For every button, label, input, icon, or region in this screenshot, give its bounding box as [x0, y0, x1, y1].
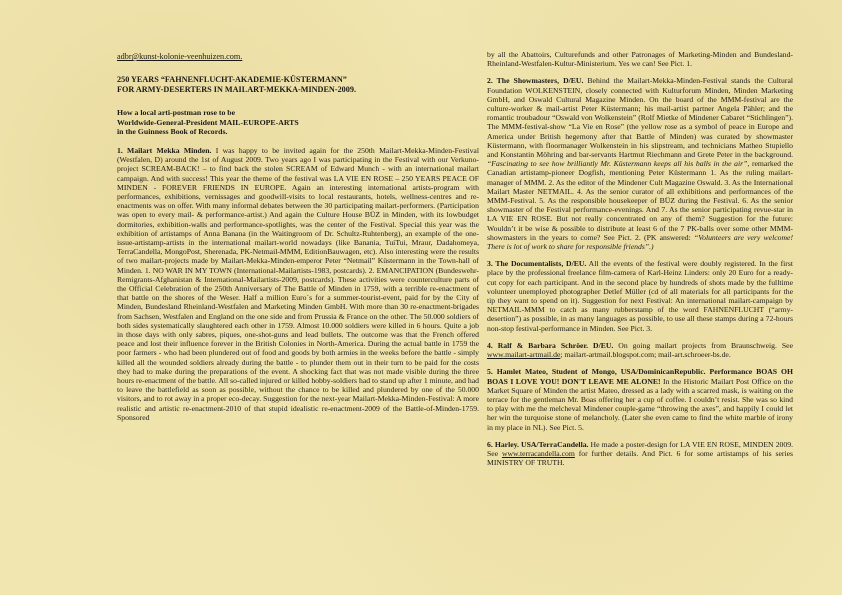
section-3-paragraph [487, 259, 793, 333]
section-5-title: 5. Hamlet Mateo, Student of Mongo, USA/DominicanRepublic. Performance BOAS OH BOAS I LOVE YOU! DON'T LEAVE ME ALONE! [487, 367, 793, 386]
section-1-continuation-text: by all the Abattoirs, Culturefunds and other Patronages of Marketing-Minden and Bundesland-Rheinland-Westfalen-Kultur-Ministerium. Yes we can! See Pict. 1. [487, 50, 793, 69]
section-4-text: On going mailart projects from Braunschweig. See [613, 340, 793, 350]
article-title [117, 75, 479, 94]
section-2-paragraph [487, 76, 793, 251]
section-6-text: He made a poster-design for LA VIE EN ROSE, MINDEN 2009. See [487, 439, 793, 458]
title-line-2: FOR ARMY-DESERTERS IN MAILART-MEKKA-MINDEN-2009. [117, 84, 356, 94]
section-2-quote: “Fascinating to see how brilliantly Mr. Küstermann keeps all his balls in the air”, [487, 159, 750, 169]
right-column [487, 50, 793, 475]
article-subtitle [117, 108, 479, 136]
section-4-title: 4. Ralf & Barbara Schröer. D/EU. [487, 340, 614, 350]
email-link[interactable]: adbr@kunst-kolonie-veenhuizen.com. [117, 52, 243, 61]
section-1-title: 1. Mailart Mekka Minden. [117, 146, 212, 155]
section-1-continuation [487, 50, 793, 68]
subtitle-line-1: How a local arti-postman rose to be [117, 108, 236, 118]
section-2-quote-2: “Volunteers are very welcome! There is lot of work to share for responsible friends”.) [487, 232, 794, 252]
title-line-1: 250 YEARS “FAHNENFLUCHT-AKADEMIE-KÜSTERMANN” [117, 75, 347, 85]
section-6-text-2: for further details. And Pict. 6 for some artistamps of his series MINISTRY OF TRUTH. [487, 448, 794, 468]
mailart-artmail-link[interactable]: www.mailart-artmail.de [487, 350, 561, 360]
section-2-title: 2. The Showmasters, D/EU. [487, 76, 584, 86]
section-1-paragraph [117, 146, 479, 422]
left-column [117, 52, 479, 429]
section-5-paragraph [487, 367, 793, 431]
section-6-paragraph [487, 440, 793, 468]
section-2-text: Behind the Mailart-Mekka-Minden-Festival stands the Cultural Foundation WOLKENSTEIN, closely connected with Kulturforum Minden, Minden Marketing GmbH, and Oswald Cultural Magazine Minden. On the board of the MMM-festival are the culture-worker & mail-artist Peter Küstermann; his mail-artist partner Angela Pähler; and the romantic troubadour “Oswald von Wolkenstein” (Rolf Mietke of Mindener Cabaret “Stichlingen”). The MMM-festival-show “La Vie en Rose” (the yellow rose as a symbol of peace in Europe and America under British hegemony after that Battle of Minden) was curated by showmaster Küstermann, with floormanager Wolkenstein in his slipstream, and technicians Matheo Stupiello and Konstantin Möhring and bar-servants Hartmut Riechmann and Grete Peter in the background. [487, 76, 793, 160]
section-4-text-2: ; mailart-artmail.blogspot.com; mail-art.schroeer-bs.de. [560, 350, 731, 360]
section-6-title: 6. Harley. USA/TerraCandella. [487, 439, 589, 449]
section-2-text-2: remarked the Canadian artistamp-pioneer Dogfish, mentioning Peter Küstermann 1. As the ruling mailart-manager of MMM. 2. As the editor of the Mindener Cult Magazine Oswald. 3. As the International Mailart Master NETMAIL. 4. As the senior curator of all exhibitions and performances of the MMM-Festival. 5. As the responsible housekeeper of BÜZ during the Festival. 6. As the senior showmaster of the Festival performance-evenings. And 7. As the senior participating revue-star in LA VIE EN ROSE. But not really concentrated on any of them? Suggestion for the future: Wouldn’t it be wise & possible to distribute at least 6 of the 7 PK-balls over some other MMM-showmasters in the years to come? See Pict. 2. (PK answered: [487, 159, 793, 242]
section-1-text: I was happy to be invited again for the 250th Mailart-Mekka-Minden-Festival (Westfalen, D) around the 1st of August 2009. Two years ago I was participating in the Festival with our Verkuno-project SCREAM-BACK! – to find back the stolen SCREAM of Edward Munch - with an international mailart campaign. And with success! This year the theme of the festival was LA VIE EN ROSE – 250 YEARS PEACE OF MINDEN - FOREVER FRIENDS IN EUROPE. Again an interesting international artists-program with performances, exhibitions, vernissages and goodwill-visits to local restaurants, hotels, wellness-centres and re-enactments was on offer. With many informal debates between the 30 participating mailart-performers. (Participation was open to every mail- & performance-artist.) And again the Culture House BÜZ in Minden, with its lowbudget dormitories, exhibition-walls and performance-spotlights, was the center of the Festival. Special this year was the exhibition of artistamps of Anna Banana (in the Waitingroom of Dr. Schultz-Ruhtenberg), an example of the one-issue-artistamp-artists in the international mailart-world nowadays (like Banania, TuiTui, Mraur, Dadahomeya, TerraCandella, MongoPost, Sherenada, PK-Netmail-MMM, EditionBauwagen, etc). Also interesting were the results of two mailart-projects made by Mailart-Mekka-Minden-emperor Peter “Netmail” Küstermann in the Town-hall of Minden. 1. NO WAR IN MY TOWN (International-Mailartists-1983, postcards). 2. EMANCIPATION (Bundeswehr-Remigrants-Afghanistan & International-Mailartists-2009, postcards). These activities were counterculture parts of the Official Celebration of the 250th Anniversary of The Battle of Minden in 1759, with a terrible re-enactment of that battle on the shores of the Weser. Half a million Euro´s for a summer-tourist-event, paid for by the City of Minden, Bundesland Rheinland-Westfalen and Marketing Minden GmbH. With more than 30 re-enactment-brigades from Sachsen, Westfalen and England on the one side and from Prussia & France on the other. The 50.000 soldiers of both sides systematically slaughtered each other in 1759. Almost 10.000 soldiers were killed in 6 hours. Quite a job in those days with only sabres, piques, one-shot-guns and lead bullets. The outcome was that the French offered peace and lost their influence forever in the British Colonies in North-America. During the actual battle in 1759 the poor farmers - who had been plundered out of food and goods by both armies in the weeks before the battle - simply killed all the wounded soldiers already during the battle - to plunder them out in their turn to be paid for the costs they had to make during the preparations of the event. A shocking fact that was not made visible during the three hours re-enactment of the battle. All so-called injured or killed hobby-soldiers had to stand up after 1 minute, and had to leave the battlefield as soon as possible, without the chance to be killed and plundered by one of the 50.000 visitors, and to rot away in a proper eco-decay. Suggestion for the next-year Mailart-Mekka-Minden-Festival: A more realistic and artistic re-enactment-2010 of that stupid idealistic re-enactment-2009 of the Battle-of-Minden-1759. Sponsored [117, 146, 479, 422]
section-3-text: All the events of the festival were doubly registered. In the first place by the professional freelance film-camera of Karl-Heinz Linders: only 20 Euro for a ready-cut copy for each participant. And in the second place by hundreds of shots made by the fulltime volunteer unemployed photographer Detlef Müller (cd of all materials for all participants for the tip they want to spend on it). Suggestion for next Festival: An international mailart-campaign by NETMAIL-MMM to catch as many rubberstamp of the word FAHNENFLUCHT (“army-desertion”) as possible, in as many languages as possible, to use all these stamps during a 72-hours non-stop festival-performance in Minden. See Pict. 3. [487, 259, 793, 333]
section-4-paragraph [487, 341, 793, 359]
subtitle-line-3: in the Guinness Book of Records. [117, 126, 228, 136]
section-3-title: 3. The Documentalists, D/EU. [487, 259, 587, 269]
subtitle-line-2: Worldwide-General-President MAIL-EUROPE-ARTS [117, 117, 299, 127]
terracandella-link[interactable]: www.terracandella.com [501, 448, 575, 458]
section-5-text: In the Historic Mailart Post Office on the Market Square of Minden the artist Mateo, dressed as a lady with a scarred mask, is waiting on the terrace for the gentleman Mr. Boas offering her a cup of coffee. I couldn’t resist. She was so kind to play with me the melcheval Mindener couple-game “throwing the axes”, and happily I could let her win the turquoise stone of melancholy. (Later she even came to find the white marble of irony in my place in NL). See Pict. 5. [487, 376, 793, 432]
